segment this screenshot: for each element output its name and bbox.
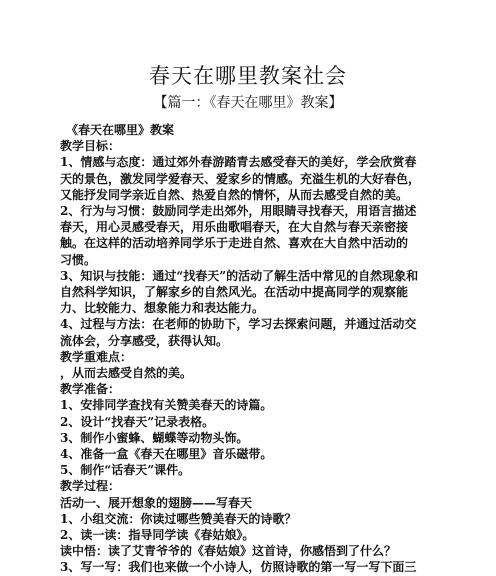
page-title: 春天在哪里教案社会 — [149, 64, 347, 88]
text-line: 3、知识与技能：通过“找春天”的活动了解生活中常见的自然现象和 — [60, 268, 419, 283]
text-line: 力、比较能力、想象能力和表达能力。 — [60, 301, 265, 316]
text-line: 1、安排同学查找有关赞美春天的诗篇。 — [60, 398, 273, 413]
text-line: 流体会，分享感受，获得认知。 — [60, 333, 229, 348]
text-line: 习惯。 — [60, 252, 97, 267]
text-line: 天的景色，激发同学爱春天、爱家乡的情感。充溢生机的大好春色， — [60, 171, 421, 186]
text-line: 2、行为与习惯：鼓励同学走出郊外，用眼睛寻找春天，用语言描述 — [60, 204, 417, 219]
text-line: 1、小组交流：你读过哪些赞美春天的诗歌？ — [60, 511, 297, 526]
text-line: 1、情感与态度：通过郊外春游踏青去感受春天的美好，学会欣赏春 — [60, 155, 417, 170]
text-line: 3、制作小蜜蜂、蝴蝶等动物头饰。 — [60, 430, 249, 445]
section-subtitle: 【篇一：《春天在哪里》教案】 — [153, 95, 343, 111]
text-line: 4、过程与方法：在老师的协助下，学习去探索问题，并通过活动交 — [60, 317, 417, 332]
text-line: ，从而去感受自然的美。 — [60, 366, 193, 381]
document-body — [60, 122, 446, 575]
text-line: 教学准备： — [60, 382, 121, 397]
text-line: 4、准备一盒《春天在哪里》音乐磁带。 — [60, 447, 273, 462]
text-line: 教学过程： — [60, 479, 121, 494]
text-line: 《春天在哪里》教案 — [66, 123, 175, 137]
text-line: 又能抒发同学亲近自然、热爱自然的情怀，从而去感受自然的美。 — [60, 187, 409, 202]
text-line: 读中悟：读了艾青爷爷的《春姑娘》这首诗，你感悟到了什么？ — [60, 544, 397, 559]
text-line: 触。在这样的活动培养同学乐于走进自然、喜欢在大自然中活动的 — [60, 236, 409, 251]
text-line: 2、读一读：指导同学读《春姑娘》。 — [60, 528, 255, 543]
text-line: 春天，用心灵感受春天，用乐曲歌唱春天，在大自然与春天亲密接 — [60, 220, 409, 235]
text-line: 活动一、展开想象的翅膀——写春天 — [60, 495, 253, 510]
text-line: 5、制作“话春天”课件。 — [60, 463, 191, 478]
text-line: 教学重难点： — [60, 349, 133, 364]
text-line: 2、设计“找春天”记录表格。 — [60, 414, 215, 429]
text-line: 自然科学知识，了解家乡的自然风光。在活动中提高同学的观察能 — [60, 285, 409, 300]
text-line: 教学目标： — [60, 139, 121, 154]
text-line-cutoff: 3、写一写：我们也来做一个小诗人，仿照诗歌的第一写一写下面三 — [60, 560, 417, 575]
